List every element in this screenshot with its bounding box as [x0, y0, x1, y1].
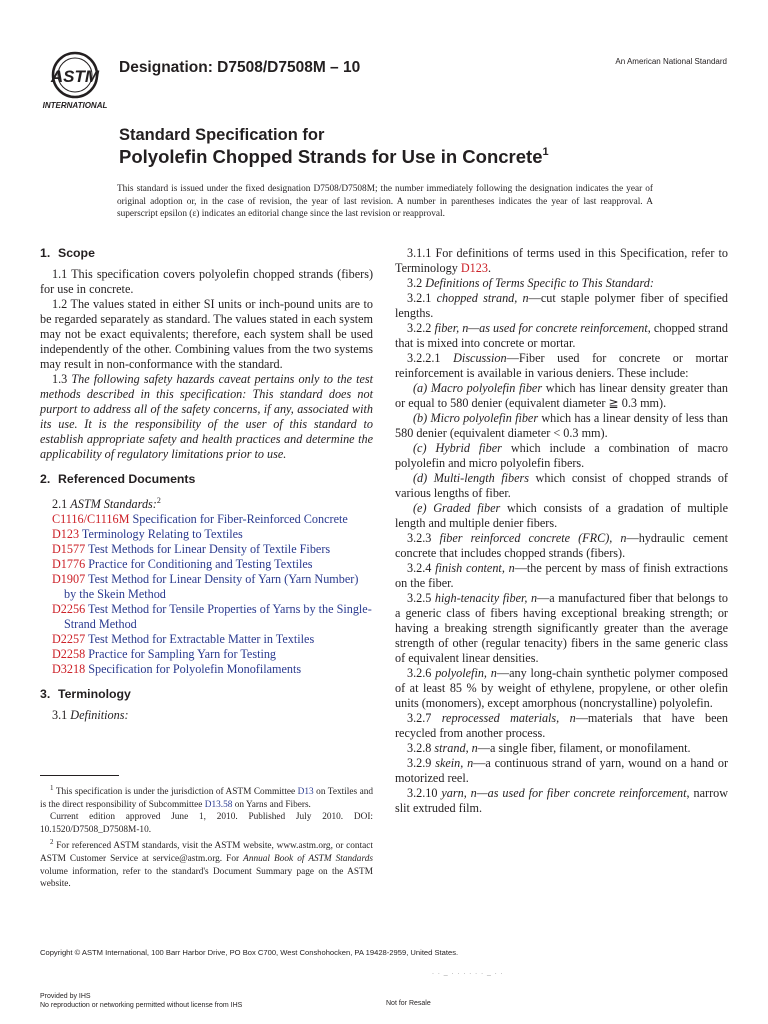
para-1-2: 1.2 The values stated in either SI units or inch-pound units are to be regarded separately as standard. The values stated in each system may not be exact equivalents; therefore, each system shall be used independently of the other. Combining values from the two systems may result in non-conformance with the standard. — [40, 297, 373, 371]
ref-link[interactable]: D1577 — [52, 542, 86, 557]
astm-logo — [38, 48, 112, 110]
not-for-resale: Not for Resale — [386, 1000, 431, 1007]
ref-item: D2258 Practice for Sampling Yarn for Testing — [52, 647, 277, 662]
ref-item: D3218 Specification for Polyolefin Monofilaments — [52, 662, 302, 677]
svg-text:INTERNATIONAL: INTERNATIONAL — [42, 101, 108, 110]
ref-link[interactable]: D123 — [460, 261, 488, 275]
para-3-2-2-1: 3.2.2.1 Discussion—Fiber used for concrete or mortar reinforcement is available in various deniers. These include: — [395, 351, 729, 380]
section-heading-scope: 1. Scope — [40, 246, 95, 260]
footnote-rule — [40, 775, 119, 776]
ref-item: D1577 Test Methods for Linear Density of Textile Fibers — [52, 542, 331, 557]
para-3-2-9: 3.2.9 skein, n—a continuous strand of yarn, wound on a hand or motorized reel. — [395, 756, 728, 785]
para-3-2-6: 3.2.6 polyolefin, n—any long-chain synthetic polymer composed of at least 85 % by weight of ethylene, propylene, or other olefin units (monomers), except amorphous (noncrystalline) polyolefin. — [395, 666, 729, 710]
watermark-dots: . . _ . . . . . . _ . . — [432, 969, 504, 976]
right-column — [395, 246, 728, 816]
para-a: (a) Macro polyolefin fiber which has linear density greater than or equal to 580 denier (equivalent diameter ≧ 0.3 mm). — [395, 381, 728, 410]
para-3-2-5: 3.2.5 high-tenacity fiber, n—a manufactured fiber that belongs to a generic class of fibers having exceptional breaking strength; or having a breaking strength significantly greater than the average strength of other (regular tenacity) fibers in the same generic class of equivalent linear densities. — [395, 591, 728, 665]
para-3-2-3: 3.2.3 fiber reinforced concrete (FRC), n—hydraulic cement concrete that includes chopped strands (fibers). — [395, 531, 728, 560]
referenced-documents-list — [40, 512, 373, 677]
section-heading-referenced-documents: 2. Referenced Documents — [40, 472, 196, 486]
ref-item: D1907 Test Method for Linear Density of Yarn (Yarn Number) by the Skein Method — [52, 572, 359, 602]
footnote-1-edition: Current edition approved June 1, 2010. Published July 2010. DOI: 10.1520/D7508_D7508M-10. — [40, 812, 373, 835]
para-c: (c) Hybrid fiber which include a combination of macro polyolefin and micro polyolefin fibers. — [395, 441, 728, 470]
para-b: (b) Micro polyolefin fiber which has a linear density of less than 580 denier (equivalent diameter < 0.3 mm). — [395, 411, 728, 440]
title-line2: Polyolefin Chopped Strands for Use in Concrete$^1$ — [119, 146, 549, 167]
para-3-2: 3.2 Definitions of Terms Specific to This Standard: — [407, 276, 654, 290]
designation-notice: This standard is issued under the fixed designation D7508/D7508M; the number immediately following the designation indicates the year of original adoption or, in the case of revision, the year of last revision. A number in parentheses indicates the year of last reapproval. A superscript epsilon (ε) indicates an editorial change since the last revision or reapproval. — [117, 184, 653, 220]
footnote-1: $^1$ This specification is under the jurisdiction of ASTM Committee D13 on Textiles and is the direct responsibility of Subcommittee D13.58 on Yarns and Fibers. — [40, 784, 373, 810]
ref-link[interactable]: C1116/C1116M — [52, 512, 130, 527]
ref-link[interactable]: D2256 — [52, 602, 86, 617]
para-3-2-8: 3.2.8 strand, n—a single fiber, filament, or monofilament. — [407, 741, 691, 755]
para-3-2-10: 3.2.10 yarn, n—as used for fiber concrete reinforcement, narrow slit extruded film. — [395, 786, 729, 815]
para-2-1: 2.1 ASTM Standards:$^2$ — [52, 496, 161, 512]
footnotes — [40, 782, 373, 891]
ref-link[interactable]: D13 — [297, 787, 314, 798]
provided-by: Provided by IHS No reproduction or networking permitted without license from IHS — [40, 993, 243, 1009]
ref-link[interactable]: D13.58 — [204, 799, 233, 810]
national-standard-label: An American National Standard — [615, 57, 727, 66]
left-column — [40, 246, 373, 723]
ref-item: D2257 Test Method for Extractable Matter in Textiles — [52, 632, 315, 647]
section-heading-terminology: 3. Terminology — [40, 687, 131, 702]
designation: Designation: D7508/D7508M – 10 — [119, 59, 361, 76]
ref-item: C1116/C1116M Specification for Fiber-Reinforced Concrete — [52, 512, 348, 527]
para-3-1: 3.1 Definitions: — [52, 708, 129, 723]
title-line1: Standard Specification for — [119, 126, 325, 144]
para-d: (d) Multi-length fibers which consist of chopped strands of various lengths of fiber. — [395, 471, 728, 500]
ref-link[interactable]: D1776 — [52, 557, 86, 572]
footnote-2: $^2$ For referenced ASTM standards, visit the ASTM website, www.astm.org, or contact ASTM Customer Service at service@astm.org. For Annual Book of ASTM Standards volume information, refer to the standard's Document Summary page on the ASTM website. — [40, 838, 373, 890]
para-3-2-1: 3.2.1 chopped strand, n—cut staple polymer fiber of specified lengths. — [395, 291, 728, 320]
ref-item: D2256 Test Method for Tensile Properties of Yarns by the Single-Strand Method — [52, 602, 372, 632]
para-e: (e) Graded fiber which consists of a gradation of multiple length and multiple denier fibers. — [395, 501, 728, 530]
ref-link[interactable]: D2257 — [52, 632, 86, 647]
copyright-notice: Copyright © ASTM International, 100 Barr Harbor Drive, PO Box C700, West Conshohocken, PA 19428-2959, United States. — [40, 948, 459, 957]
para-1-1: 1.1 This specification covers polyolefin chopped strands (fibers) for use in concrete. — [40, 267, 373, 296]
ref-link[interactable]: D3218 — [52, 662, 86, 677]
ref-item: D123 Terminology Relating to Textiles — [52, 527, 243, 542]
para-3-2-2: 3.2.2 fiber, n—as used for concrete reinforcement, chopped strand that is mixed into concrete or mortar. — [395, 321, 728, 350]
ref-item: D1776 Practice for Conditioning and Testing Textiles — [52, 557, 313, 572]
para-3-2-7: 3.2.7 reprocessed materials, n—materials that have been recycled from another process. — [395, 711, 728, 740]
ref-link[interactable]: D1907 — [52, 572, 86, 587]
para-1-3: 1.3 The following safety hazards caveat pertains only to the test methods described in this specification: This standard does not purport to address all of the safety concerns, if any, associated with its use. It is the responsibility of the user of this standard to establish appropriate safety and health practices and determine the applicability of regulatory limitations prior to use. — [40, 372, 374, 461]
svg-text:ASTM: ASTM — [50, 67, 100, 86]
para-3-2-4: 3.2.4 finish content, n—the percent by mass of finish extractions on the fiber. — [395, 561, 729, 590]
ref-link[interactable]: D123 — [52, 527, 80, 542]
ref-link[interactable]: D2258 — [52, 647, 86, 662]
para-3-1-1: 3.1.1 For definitions of terms used in this Specification, refer to Terminology D123. — [395, 246, 728, 275]
